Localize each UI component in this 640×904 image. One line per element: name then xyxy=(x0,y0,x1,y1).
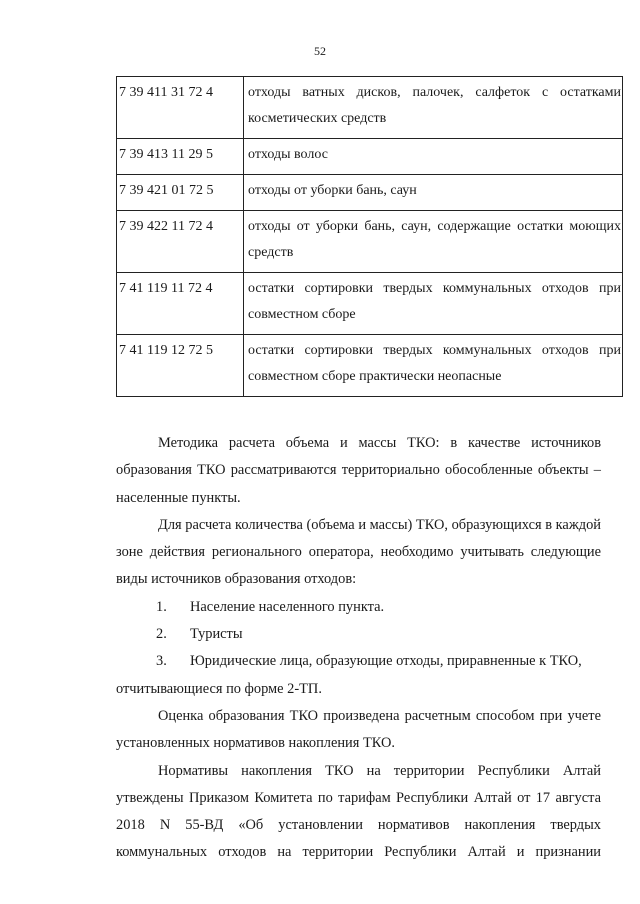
waste-description: отходы от уборки бань, саун xyxy=(244,175,623,211)
table-row xyxy=(117,77,623,139)
waste-description: отходы волос xyxy=(244,139,623,175)
list-number: 2. xyxy=(156,626,167,643)
list-item xyxy=(116,621,601,648)
waste-description: отходы ватных дисков, палочек, салфеток с остатками косметических средств xyxy=(244,77,623,139)
waste-code: 7 39 421 01 72 5 xyxy=(117,175,244,211)
table-row xyxy=(117,211,623,273)
waste-description: остатки сортировки твердых коммунальных отходов при совместном сборе практически неопасные xyxy=(244,335,623,397)
waste-codes-table xyxy=(116,76,623,397)
list-continuation: отчитывающиеся по форме 2-ТП. xyxy=(116,680,322,697)
paragraph-assessment: Оценка образования ТКО произведена расчетным способом при учете установленных нормативов накопления ТКО. xyxy=(116,707,601,752)
list-number: 1. xyxy=(156,598,167,615)
list-item xyxy=(116,648,601,675)
paragraph-methodology: Методика расчета объема и массы ТКО: в качестве источников образования ТКО рассматриваются территориально обособленные объекты – населенные пункты. xyxy=(116,435,601,506)
waste-code: 7 41 119 11 72 4 xyxy=(117,273,244,335)
waste-description: отходы от уборки бань, саун, содержащие остатки моющих средств xyxy=(244,211,623,273)
waste-code: 7 39 413 11 29 5 xyxy=(117,139,244,175)
paragraph-calculation: Для расчета количества (объема и массы) ТКО, образующихся в каждой зоне действия регионального оператора, необходимо учитывать следующие виды источников образования отходов: xyxy=(116,516,601,588)
list-text: Туристы xyxy=(190,626,243,643)
page-number: 52 xyxy=(314,44,326,58)
table-row xyxy=(117,335,623,397)
list-text: Юридические лица, образующие отходы, приравненные к ТКО, xyxy=(190,653,582,670)
body-text xyxy=(116,430,601,867)
table-row xyxy=(117,175,623,211)
waste-description: остатки сортировки твердых коммунальных отходов при совместном сборе xyxy=(244,273,623,335)
list-number: 3. xyxy=(156,653,167,670)
table-row xyxy=(117,139,623,175)
waste-code: 7 39 422 11 72 4 xyxy=(117,211,244,273)
table-row xyxy=(117,273,623,335)
list-text: Население населенного пункта. xyxy=(190,598,385,615)
paragraph-norms: Нормативы накопления ТКО на территории Республики Алтай утвеждены Приказом Комитета по тарифам Республики Алтай от 17 августа 2018 N 55-ВД «Об установлении нормативов накопления твердых коммунальных отходов на территории Республики Алтай и признании xyxy=(116,762,601,861)
waste-code: 7 39 411 31 72 4 xyxy=(117,77,244,139)
list-item xyxy=(116,594,601,621)
waste-code: 7 41 119 12 72 5 xyxy=(117,335,244,397)
